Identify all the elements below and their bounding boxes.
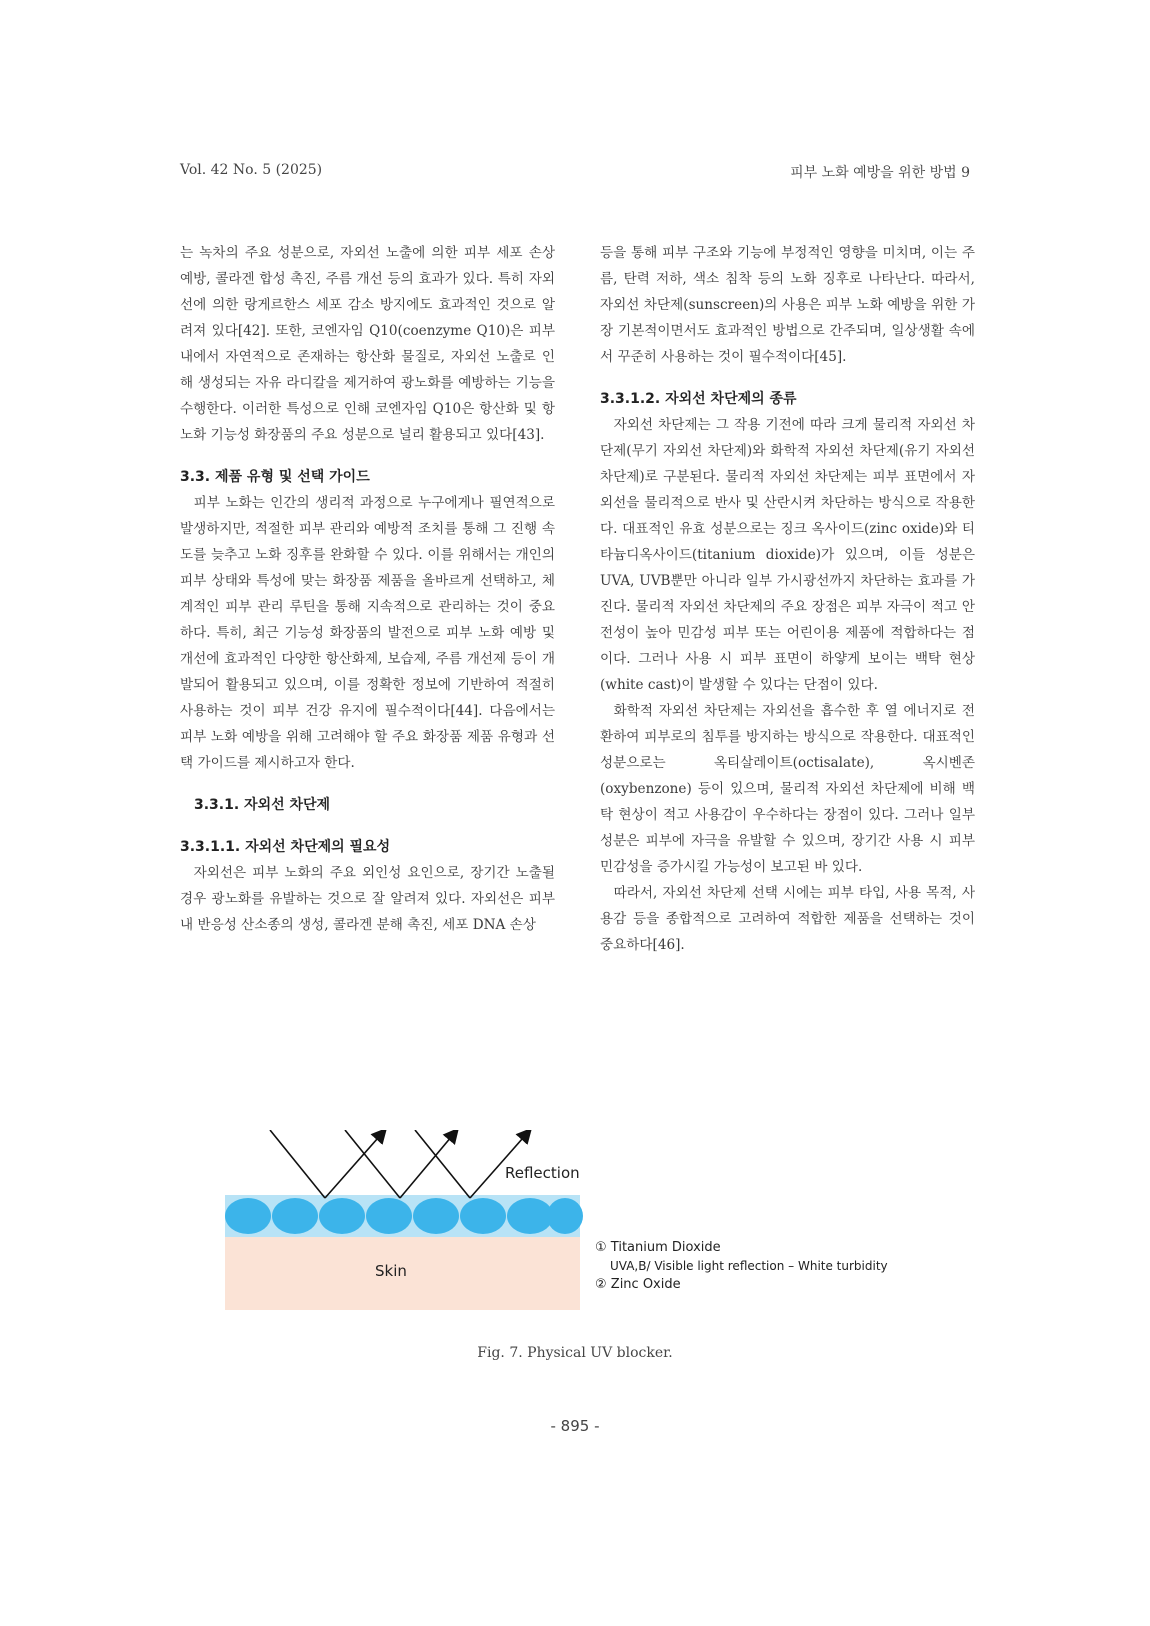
section-heading-3-3-1: 3.3.1. 자외선 차단제 [194, 797, 331, 813]
paragraph: 따라서, 자외선 차단제 선택 시에는 피부 타입, 사용 목적, 사용감 등을 종합적으로 고려하여 적합한 제품을 선택하는 것이 중요하다[46]. [600, 885, 975, 953]
paragraph: 화학적 자외선 차단제는 자외선을 흡수한 후 열 에너지로 전환하여 피부로의 침투를 방지하는 방식으로 작용한다. 대표적인 성분으로는 옥티살레이트(octisalate), 옥시벤존(oxybenzone) 등이 있으며, 물리적 자외선 차단제에 비해 백탁 현상이 적고 사용감이 우수하다는 장점이 있다. 그러나 일부 성분은 피부에 자극을 유발할 수 있으며, 장기간 사용 시 피부 민감성을 증가시킬 가능성이 보고된 바 있다. [600, 703, 975, 875]
right-column [600, 240, 975, 958]
page-number: - 895 - [550, 1417, 600, 1435]
legend-titanium-dioxide: ① Titanium Dioxide [595, 1240, 721, 1255]
journal-volume-header: Vol. 42 No. 5 (2025) [180, 162, 323, 178]
section-heading-3-3: 3.3. 제품 유형 및 선택 가이드 [180, 469, 370, 485]
running-title-header: 피부 노화 예방을 위한 방법 9 [790, 165, 970, 181]
reflection-label: Reflection [505, 1164, 580, 1182]
physical-uv-blocker-figure [225, 1130, 945, 1330]
paragraph: 피부 노화는 인간의 생리적 과정으로 누구에게나 필연적으로 발생하지만, 적절한 피부 관리와 예방적 조치를 통해 그 진행 속도를 늦추고 노화 징후를 완화할 수 있다. 이를 위해서는 개인의 피부 상태와 특성에 맞는 화장품 제품을 올바르게 선택하고, 체계적인 피부 관리 루틴을 통해 지속적으로 관리하는 것이 중요하다. 특히, 최근 기능성 화장품의 발전으로 피부 노화 예방 및 개선에 효과적인 다양한 항산화제, 보습제, 주름 개선제 등이 개발되어 활용되고 있으며, 이를 정확한 정보에 기반하여 적절히 사용하는 것이 피부 건강 유지에 필수적이다[44]. 다음에서는 피부 노화 예방을 위해 고려해야 할 주요 화장품 제품 유형과 선택 가이드를 제시하고자 한다. [180, 495, 555, 771]
section-heading-3-3-1-1: 3.3.1.1. 자외선 차단제의 필요성 [180, 839, 391, 855]
oxide-particles [225, 1198, 583, 1234]
figure-caption: Fig. 7. Physical UV blocker. [477, 1345, 673, 1361]
paragraph: 는 녹차의 주요 성분으로, 자외선 노출에 의한 피부 세포 손상 예방, 콜라겐 합성 촉진, 주름 개선 등의 효과가 있다. 특히 자외선에 의한 랑게르한스 세포 감소 방지에도 효과적인 것으로 알려져 있다[42]. 또한, 코엔자임 Q10(coenzyme Q10)은 피부 내에서 자연적으로 존재하는 항산화 물질로, 자외선 노출로 인해 생성되는 자유 라디칼을 제거하여 광노화를 예방하는 기능을 수행한다. 이러한 특성으로 인해 코엔자임 Q10은 항산화 및 항노화 기능성 화장품의 주요 성분으로 널리 활용되고 있다[43]. [180, 245, 555, 443]
legend-reflection-note: UVA,B/ Visible light reflection – White turbidity [610, 1259, 888, 1273]
reflected-uv-rays [270, 1130, 530, 1198]
paragraph: 자외선 차단제는 그 작용 기전에 따라 크게 물리적 자외선 차단제(무기 자외선 차단제)와 화학적 자외선 차단제(유기 자외선 차단제)로 구분된다. 물리적 자외선 차단제는 피부 표면에서 자외선을 물리적으로 반사 및 산란시켜 차단하는 방식으로 작용한다. 대표적인 유효 성분으로는 징크 옥사이드(zinc oxide)와 티타늄디옥사이드(titanium dioxide)가 있으며, 이들 성분은 UVA, UVB뿐만 아니라 일부 가시광선까지 차단하는 효과를 가진다. 물리적 자외선 차단제의 주요 장점은 피부 자극이 적고 안전성이 높아 민감성 피부 또는 어린이용 제품에 적합하다는 점이다. 그러나 사용 시 피부 표면이 하얗게 보이는 백탁 현상(white cast)이 발생할 수 있다는 단점이 있다. [600, 417, 975, 693]
paragraph: 자외선은 피부 노화의 주요 외인성 요인으로, 장기간 노출될 경우 광노화를 유발하는 것으로 잘 알려져 있다. 자외선은 피부 내 반응성 산소종의 생성, 콜라겐 분해 촉진, 세포 DNA 손상 [180, 865, 555, 933]
left-column [180, 240, 555, 938]
skin-label: Skin [375, 1262, 407, 1280]
paragraph: 등을 통해 피부 구조와 기능에 부정적인 영향을 미치며, 이는 주름, 탄력 저하, 색소 침착 등의 노화 징후로 나타난다. 따라서, 자외선 차단제(sunscreen)의 사용은 피부 노화 예방을 위한 가장 기본적이면서도 효과적인 방법으로 간주되며, 일상생활 속에서 꾸준히 사용하는 것이 필수적이다[45]. [600, 245, 975, 365]
legend-zinc-oxide: ② Zinc Oxide [595, 1277, 681, 1292]
section-heading-3-3-1-2: 3.3.1.2. 자외선 차단제의 종류 [600, 391, 797, 407]
